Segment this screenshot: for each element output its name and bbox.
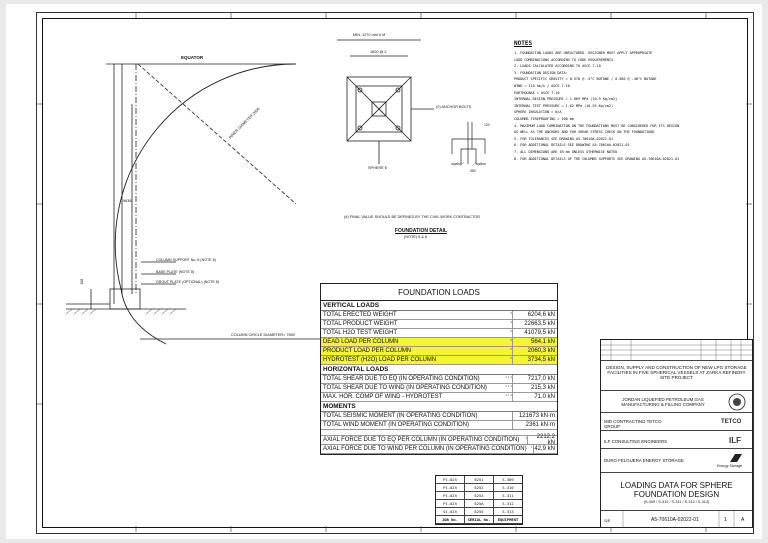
revision-letter: A <box>741 517 745 523</box>
load-value: 2060,3 kN <box>527 348 555 354</box>
column-circle-label: COLUMN CIRCLE DIAMETER= 7550 <box>231 333 295 337</box>
horizontal-loads-heading: HORIZONTAL LOADS <box>321 365 557 375</box>
manufacturer-name: DURO FELGUERA ENERGY STORAGE <box>604 458 684 463</box>
equipment-cell: 825A <box>465 500 494 507</box>
project-description: DESIGN, SUPPLY AND CONSTRUCTION OF NEW LPG STORAGE FACILITIES IN FIVE SPHERICAL VESSELS AT ZARKA REFINERY SITE PROJECT <box>606 365 747 380</box>
load-reference <box>500 421 513 429</box>
contractor-block <box>601 412 752 431</box>
level-label: 108 <box>80 278 85 285</box>
load-value: 121673 kN·m <box>518 413 555 419</box>
number-grid <box>601 511 752 528</box>
equipment-cell: P1-025 <box>436 484 465 491</box>
equipment-row <box>436 492 522 500</box>
drawing-title-line3: (S-309 / S-310 / S-311 / S-312 / S-313) <box>643 500 710 504</box>
support-height-label: 9638 <box>123 199 132 203</box>
equipment-row <box>436 508 522 516</box>
equipment-header-job: JOB No. <box>436 516 465 523</box>
title-block <box>600 339 753 528</box>
note-line: 3. FOUNDATION DESIGN DATA: <box>514 70 568 75</box>
load-value: 71,0 kN <box>534 394 555 400</box>
load-label: TOTAL SEISMIC MOMENT (IN OPERATING CONDITION) <box>323 413 478 419</box>
equipment-header <box>436 516 522 524</box>
owner-block <box>601 390 752 413</box>
moments-heading: MOMENTS <box>321 402 557 412</box>
axial-rows <box>321 436 557 454</box>
equipment-cell: P1-025 <box>436 492 465 499</box>
load-label: HYDROTEST (H2O) LOAD PER COLUMN <box>323 357 437 363</box>
note-line: 2. LOADS CALCULATED ACCORDING TO ASCE 7-10 <box>514 64 601 69</box>
drawing-title-line2: FOUNDATION DESIGN <box>633 490 720 499</box>
load-value: 215,3 kN <box>530 385 555 391</box>
vertical-loads-heading: VERTICAL LOADS <box>321 301 557 311</box>
detail-title: FOUNDATION DETAIL <box>395 228 448 234</box>
engineer-block <box>601 430 752 449</box>
load-reference: 5 <box>500 320 513 328</box>
note-line: 6. FOR ADDITIONAL DETAILS SEE DRAWING A5-70610A-02021-01 <box>514 143 630 148</box>
base-plate-label: BASE PLATE (NOTE 8) <box>156 270 195 274</box>
load-row <box>321 329 557 338</box>
load-reference: 1 <box>527 445 534 453</box>
equipment-header-equipment: EQUIPMENT <box>497 517 519 522</box>
tetco-logo: TETCO <box>721 419 742 425</box>
energy-storage-logo: Energy Storage <box>717 464 742 468</box>
load-row <box>321 347 557 356</box>
equipment-cell: 8252 <box>465 484 494 491</box>
load-label: TOTAL SHEAR DUE TO WIND (IN OPERATING CONDITION) <box>323 385 487 391</box>
notes-block <box>514 40 749 163</box>
equipment-rows <box>436 476 522 516</box>
note-line: 1. FOUNDATION LOADS ARE UNFACTORED. DESIGNER MUST APPLY APPROPRIATE <box>514 51 653 55</box>
equipment-row <box>436 476 522 484</box>
note-line: COLUMNS FIREPROOFING = 100 mm <box>514 116 574 121</box>
note-line: EARTHQUAKE = ASCE 7-10 <box>514 90 560 95</box>
load-row <box>321 375 557 384</box>
load-value: 2361 kN·m <box>525 422 555 428</box>
horizontal-loads-rows <box>321 375 557 402</box>
load-row <box>321 384 557 393</box>
drawing-number-block <box>601 510 752 528</box>
notes-heading: NOTES <box>514 40 533 47</box>
load-reference: 1 1 1 <box>500 375 513 383</box>
equipment-cell: P1-025 <box>436 500 465 507</box>
equipment-cell: 8251 <box>465 476 494 483</box>
load-row <box>321 356 557 365</box>
load-label: TOTAL ERECTED WEIGHT <box>323 312 397 318</box>
load-reference: 5 <box>500 329 513 337</box>
moments-rows <box>321 412 557 430</box>
note-line: SPHERE INSULATION = N/A <box>514 110 562 115</box>
grout-plate-label: GROUT PLATE (OPTIONAL) (NOTE 8) <box>156 280 219 284</box>
load-label: PRODUCT LOAD PER COLUMN <box>323 348 412 354</box>
drawing-sheet <box>6 4 762 539</box>
drawing-number: A5-70610A-02022-01 <box>651 517 699 523</box>
equipment-cell: S-309 <box>502 477 514 482</box>
load-reference: 5 <box>500 311 513 319</box>
load-value: 6204,6 kN <box>527 312 555 318</box>
load-reference: 1 <box>519 436 528 444</box>
load-row <box>321 311 557 320</box>
load-value: 7217,0 kN <box>527 376 555 382</box>
load-reference: 5 <box>500 356 513 364</box>
load-label: DEAD LOAD PER COLUMN <box>323 339 399 345</box>
equipment-cell: S-310 <box>502 485 514 490</box>
note-line: 8. FOR ADDITIONAL DETAILS OF THE COLUMNS SUPPORTS SEE DRAWING A5-70610A-02021-01 <box>514 156 680 161</box>
drawing-title-block <box>601 472 752 511</box>
anchor-bolts-label: (2) ANCHOR BOLTS <box>436 105 472 109</box>
scale-value: S/E <box>604 518 611 523</box>
load-row <box>321 320 557 329</box>
load-value: 3734,5 kN <box>527 357 555 363</box>
dim-120-label: 120 <box>484 123 490 127</box>
note-line: WIND = 110 km/h / ASCE 7-10 <box>514 83 570 88</box>
contractor-name: MID CONTRACTING TETCO GROUP <box>604 419 662 429</box>
notes-list <box>514 51 749 161</box>
ilf-logo: ILF <box>729 436 741 445</box>
load-reference: 1 1 1 <box>500 384 513 392</box>
note-line: 4. MAXIMUM LOAD COMBINATION ON THE FOUNDATIONS MUST BE CONSIDERED FOR ITS DESIGN <box>514 123 680 128</box>
load-label: TOTAL PRODUCT WEIGHT <box>323 321 398 327</box>
dim-350-label: 350 <box>470 169 476 173</box>
equipment-cell: 8255 <box>465 508 494 515</box>
equipment-row <box>436 484 522 492</box>
load-row <box>321 421 557 430</box>
load-label: TOTAL WIND MOMENT (IN OPERATING CONDITION) <box>323 422 469 428</box>
note-line: AS WELL AS THE ANCHORS AND FOR SHEAR STRESS CHECK ON THE FOUNDATIONS <box>514 130 655 135</box>
duro-logo-icon <box>729 453 743 463</box>
load-value: 2212,2 kN <box>536 434 555 446</box>
note-line: 7. ALL DIMENSIONS ARE IN mm UNLESS OTHERWISE NOTED <box>514 149 618 154</box>
note-line: INTERNAL TEST PRESSURE = 1.62 MPa (16.55 Kg/cm2) <box>514 103 614 108</box>
load-label: MAX. HOR. COMP OF WIND - HYDROTEST <box>323 394 443 400</box>
note-line: PRODUCT SPECIFIC GRAVITY = 0.578 @ -5°C BUTANE / 0.560 @ -40°C BUTANE <box>514 77 657 82</box>
revision-grid <box>601 340 752 362</box>
load-reference: 5 <box>500 338 513 346</box>
equipment-table <box>435 475 523 525</box>
equipment-cell: S-313 <box>502 509 514 514</box>
inner-diameter-label: INNER DIAMETER 2000 <box>228 106 261 140</box>
load-row <box>321 436 557 445</box>
load-label: TOTAL SHEAR DUE TO EQ (IN OPERATING CONDITION) <box>323 376 480 382</box>
vertical-loads-rows <box>321 311 557 365</box>
load-row <box>321 338 557 347</box>
load-reference <box>500 412 513 420</box>
engineer-name: ILF CONSULTING ENGINEERS <box>604 439 668 444</box>
detail-subtitle: (NOTE) 5 & 6 <box>404 235 427 239</box>
sheet-number: 1 <box>724 517 727 523</box>
equipment-cell: S1-025 <box>436 508 465 515</box>
equator-label: EQUATOR <box>181 55 204 60</box>
note-line: 5. FOR TOLERANCES SEE DRAWING A5-70610A-02021-01 <box>514 136 614 141</box>
load-value: 564,1 kN <box>530 339 555 345</box>
equipment-header-serial: SERIAL No. <box>465 516 494 523</box>
foundation-loads-title: FOUNDATION LOADS <box>321 284 557 301</box>
load-value: 22663,5 kN <box>524 321 555 327</box>
load-reference: 1 1 1 <box>500 393 513 401</box>
equipment-cell: 8253 <box>465 492 494 499</box>
owner-seal-icon <box>727 392 747 412</box>
sphere-label: SPHERE E <box>368 166 388 170</box>
equipment-cell: S-311 <box>502 493 514 498</box>
project-block <box>601 360 752 391</box>
load-label: AXIAL FORCE DUE TO EQ PER COLUMN (IN OPERATING CONDITION) <box>323 437 520 443</box>
equipment-row <box>436 500 522 508</box>
equipment-cell: S-312 <box>502 501 514 506</box>
bolt-pitch-label: 1600 @ 2 <box>370 50 387 54</box>
load-label: AXIAL FORCE DUE TO WIND PER COLUMN (IN OPERATING CONDITION) <box>323 446 527 452</box>
foundation-loads-table <box>320 283 558 455</box>
load-value: 41079,5 kN <box>524 330 555 336</box>
load-reference: 5 <box>500 347 513 355</box>
column-support-label: COLUMN SUPPORT No. 8 (NOTE 8) <box>156 258 216 262</box>
load-label: TOTAL H2O TEST WEIGHT <box>323 330 397 336</box>
load-row <box>321 393 557 402</box>
load-value: 42,9 kN <box>534 446 555 452</box>
min-size-label: MIN. 1270 mm # M <box>353 33 386 37</box>
drawing-title-line1: LOADING DATA FOR SPHERE <box>620 481 733 490</box>
note-line: LOAD COMBINATIONS ACCORDING TO CODE REQUIREMENTS. <box>514 57 616 62</box>
note-line: INTERNAL DESIGN PRESSURE = 1.069 MPa (10.9 Kg/cm2) <box>514 97 618 102</box>
load-row <box>321 412 557 421</box>
load-row <box>321 445 557 454</box>
owner-name: JORDAN LIQUEFIED PETROLEUM GAS MANUFACTURING & FILLING COMPANY <box>621 397 705 407</box>
typical-note: (#) FINAL VALUE SHOULD BE DEFINED BY THE CIVIL WORK CONTRACTOR <box>344 215 480 219</box>
equipment-cell: P1-025 <box>436 476 465 483</box>
manufacturer-block <box>601 448 752 473</box>
